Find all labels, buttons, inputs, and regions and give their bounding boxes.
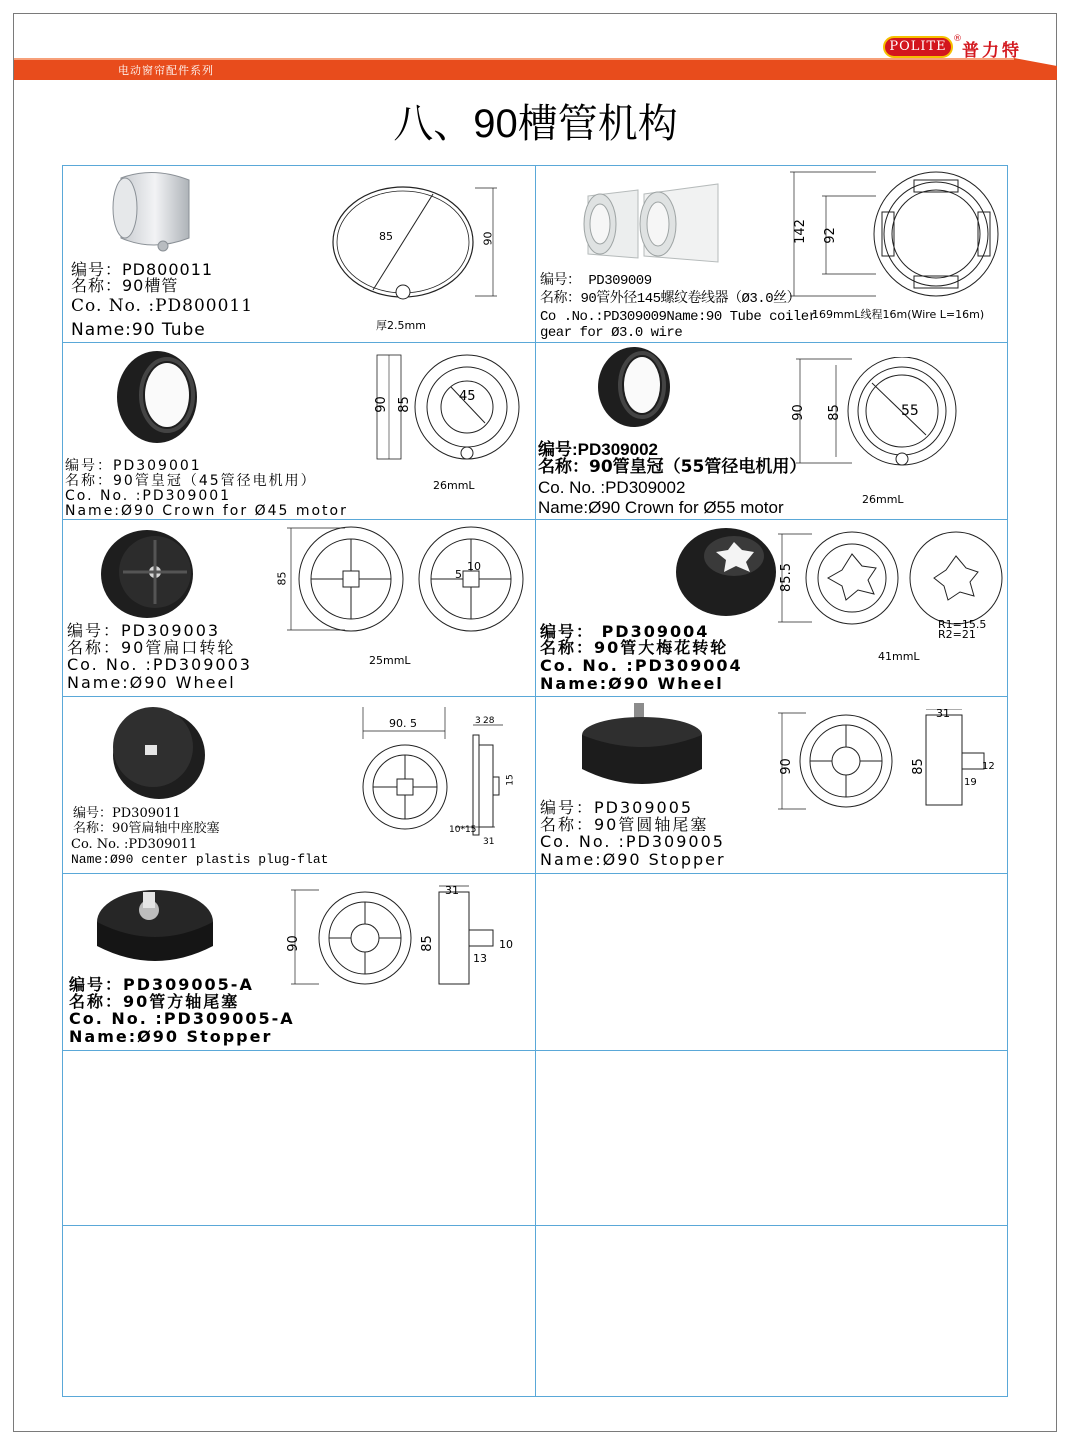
wheel-photo bbox=[670, 522, 780, 618]
crown-photo bbox=[105, 347, 205, 447]
plug-photo bbox=[107, 699, 213, 803]
dim-label: 10 bbox=[467, 560, 481, 573]
dim-label: 90 bbox=[778, 758, 794, 775]
product-cell-pd309005 bbox=[535, 696, 1008, 874]
company-number: Co. No. :PD309004 bbox=[540, 656, 743, 675]
stopper-photo bbox=[578, 699, 718, 799]
company-number: Co. No. :PD309002 bbox=[538, 478, 686, 497]
stopper-drawing bbox=[289, 884, 529, 994]
thickness-note: 厚2.5mm bbox=[376, 319, 426, 332]
length-note: 26mmL bbox=[862, 493, 904, 506]
product-cell-pd309003 bbox=[62, 519, 536, 697]
product-code: 编号：PD309011 bbox=[73, 806, 181, 821]
product-name-en: Name:Ø90 Stopper bbox=[69, 1027, 273, 1046]
product-cell-pd309001 bbox=[62, 342, 536, 520]
product-name-cn: 名称：90管大梅花转轮 bbox=[540, 638, 729, 657]
dim-label: 28 bbox=[483, 716, 495, 726]
dim-label: 90 bbox=[373, 396, 389, 413]
dim-label: R1=15.5 bbox=[938, 618, 987, 631]
page-title: 八、90槽管机构 bbox=[393, 102, 678, 146]
product-name-en: Name:Ø90 Wheel bbox=[540, 674, 724, 693]
dim-label: 85 bbox=[275, 571, 289, 586]
brand-logo: POLITE bbox=[883, 36, 953, 58]
dim-label: 55 bbox=[901, 403, 919, 419]
company-number: Co. No. :PD309005-A bbox=[69, 1009, 295, 1028]
empty-cell bbox=[62, 1050, 536, 1226]
dim-label: 5 bbox=[455, 568, 462, 581]
product-name-cn: 名称：90管扁口转轮 bbox=[67, 638, 236, 657]
product-name-cn: 名称：90管外径145螺纹卷线器（Ø3.0丝） bbox=[540, 291, 801, 307]
company-number: Co. No. :PD309003 bbox=[67, 655, 252, 674]
wheel-drawing bbox=[285, 524, 535, 636]
product-cell-pd309009 bbox=[535, 165, 1008, 343]
product-code: 编号：PD800011 bbox=[71, 260, 214, 279]
dim-label: 10*15 bbox=[449, 825, 477, 835]
company-number: Co .No.:PD309009Name:90 Tube coiler bbox=[540, 309, 817, 325]
product-name-cn: 名称：90管皇冠（55管径电机用） bbox=[538, 457, 807, 477]
empty-cell bbox=[62, 1225, 536, 1397]
tube-drawing bbox=[325, 180, 505, 310]
length-note: 41mmL bbox=[878, 650, 920, 663]
company-number: Co. No. :PD309001 bbox=[65, 488, 232, 504]
product-name-cn: 名称：90管扁轴中座胶塞 bbox=[73, 821, 220, 836]
product-name-cn: 名称：90管圆轴尾塞 bbox=[540, 815, 709, 834]
product-name-en: Name:Ø90 Wheel bbox=[67, 673, 236, 692]
dim-label: 13 bbox=[473, 952, 487, 965]
dim-label: 90. 5 bbox=[389, 717, 417, 730]
dim-label: 85 bbox=[396, 396, 412, 413]
dim-label: 85 bbox=[826, 404, 842, 421]
coiler-drawing bbox=[786, 170, 1006, 300]
dim-label: 10 bbox=[499, 938, 513, 951]
dim-label: 85 bbox=[379, 230, 393, 243]
dim-label: 31 bbox=[445, 884, 459, 897]
product-name-en: gear for Ø3.0 wire bbox=[540, 325, 683, 341]
product-grid bbox=[62, 165, 1008, 1397]
dim-label: 31 bbox=[936, 707, 950, 720]
product-cell-pd309005-a bbox=[62, 873, 536, 1051]
tube-photo bbox=[103, 168, 203, 256]
dim-label: 90 bbox=[790, 404, 806, 421]
product-name-cn: 名称：90管方轴尾塞 bbox=[69, 992, 240, 1011]
coiler-photo bbox=[578, 176, 738, 272]
product-code: 编号：PD309005 bbox=[540, 798, 694, 817]
dim-label: 31 bbox=[483, 837, 495, 847]
product-code: 编号： PD309009 bbox=[540, 273, 652, 289]
product-code: 编号：PD309001 bbox=[65, 458, 202, 474]
company-number: Co. No. :PD309005 bbox=[540, 832, 725, 851]
dim-label: 142 bbox=[792, 219, 808, 244]
dim-label: 3 bbox=[475, 716, 481, 726]
dim-label: 92 bbox=[822, 227, 838, 244]
dim-label: 15 bbox=[505, 774, 516, 786]
product-name-cn: 名称：90管皇冠（45管径电机用） bbox=[65, 473, 317, 489]
product-name-en: Name:Ø90 center plastis plug-flat bbox=[71, 852, 329, 867]
stopper-drawing bbox=[776, 709, 1006, 819]
product-code: 编号：PD309003 bbox=[67, 621, 221, 640]
dim-label: 85.5 bbox=[778, 563, 794, 592]
product-code: 编号：PD309005-A bbox=[69, 975, 254, 994]
product-cell-pd309002 bbox=[535, 342, 1008, 520]
dim-label: 85 bbox=[419, 935, 435, 952]
product-cell-pd309004 bbox=[535, 519, 1008, 697]
product-name-en: Name:90 Tube bbox=[71, 320, 206, 340]
product-cell-pd800011 bbox=[62, 165, 536, 343]
company-number: Co. No. :PD309011 bbox=[71, 837, 198, 852]
length-note: 169mmL线程16m(Wire L=16m) bbox=[812, 308, 985, 321]
wheel-photo bbox=[97, 522, 197, 622]
dim-label: 12 bbox=[982, 761, 995, 772]
stopper-photo bbox=[93, 880, 223, 980]
product-name-en: Name:Ø90 Crown for Ø55 motor bbox=[538, 498, 784, 517]
product-code: 编号:PD309002 bbox=[538, 440, 659, 459]
product-code: 编号： PD309004 bbox=[540, 622, 710, 641]
dim-label: R2=21 bbox=[938, 628, 976, 641]
registered-mark: ® bbox=[953, 34, 962, 44]
company-number: Co. No. :PD800011 bbox=[71, 296, 254, 316]
dim-label: 90 bbox=[285, 935, 301, 952]
crown-drawing bbox=[792, 357, 992, 467]
empty-cell bbox=[535, 873, 1008, 1051]
product-name-cn: 名称：90槽管 bbox=[71, 276, 179, 295]
length-note: 26mmL bbox=[433, 479, 475, 492]
empty-cell bbox=[535, 1050, 1008, 1226]
dim-label: 19 bbox=[964, 777, 977, 788]
crown-photo bbox=[592, 345, 682, 429]
empty-cell bbox=[535, 1225, 1008, 1397]
dim-label: 45 bbox=[459, 389, 476, 404]
dim-label: 85 bbox=[910, 758, 926, 775]
product-name-en: Name:Ø90 Crown for Ø45 motor bbox=[65, 503, 348, 519]
product-name-en: Name:Ø90 Stopper bbox=[540, 850, 726, 869]
series-label: 电动窗帘配件系列 bbox=[118, 64, 214, 77]
product-cell-pd309011 bbox=[62, 696, 536, 874]
brand-name-cn: 普力特 bbox=[962, 41, 1022, 61]
dim-label: 90 bbox=[481, 231, 495, 246]
length-note: 25mmL bbox=[369, 654, 411, 667]
